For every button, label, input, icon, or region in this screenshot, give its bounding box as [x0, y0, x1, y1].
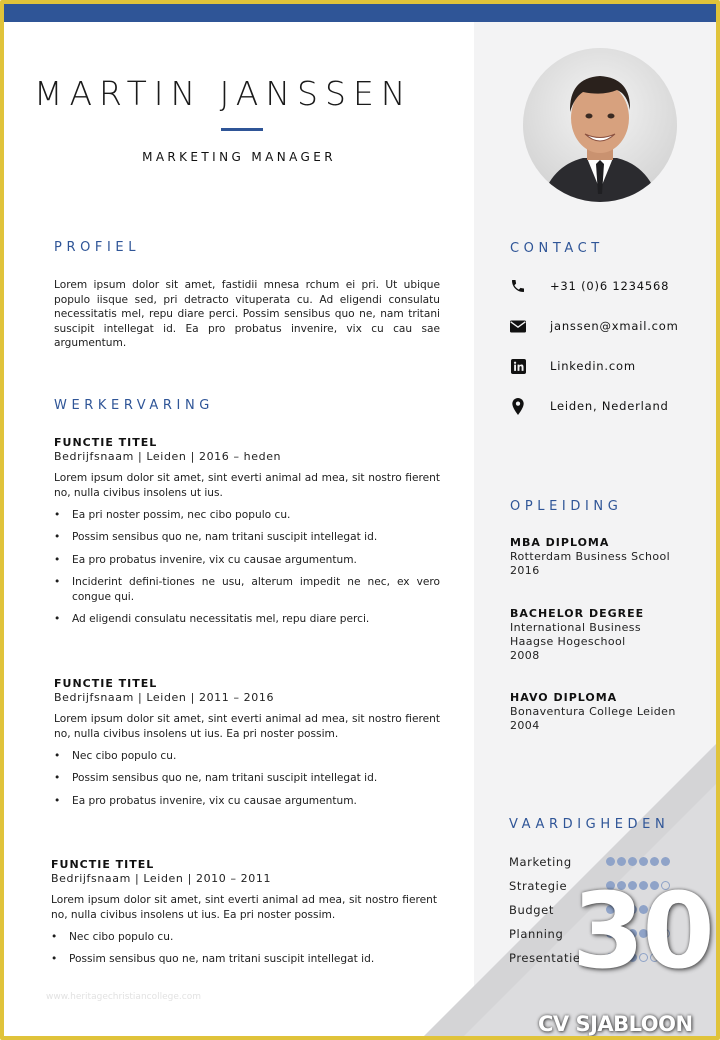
section-title-profile: PROFIEL	[54, 240, 141, 255]
list-item: • Inciderint defini-tiones ne usu, alterum impedit ne nec, ex vero congue qui.	[54, 575, 440, 604]
profile-text: Lorem ipsum dolor sit amet, fastidii mnesa rchum ei pri. Ut ubique populo iisque sed, pri detracto vituperata cu. Ad eligendi consulatu necessitatis mel, repu diare perci. Possim sensibus quo ne, nam tritani suscipit intellegat id. Ea pro probatus invenire, vix cu cau sae argumentum.	[54, 279, 440, 350]
skill-label: Planning	[509, 927, 564, 941]
candidate-name: MARTIN JANSSEN	[34, 74, 413, 113]
job-1-meta: Bedrijfsnaam | Leiden | 2016 – heden	[54, 450, 282, 463]
section-title-education: OPLEIDING	[510, 499, 623, 514]
top-accent-bar	[4, 4, 716, 22]
skill-dot	[639, 857, 648, 866]
list-item: • Possim sensibus quo ne, nam tritani suscipit intellegat id.	[54, 771, 440, 786]
job-1-text: Lorem ipsum dolor sit amet, sint everti animal ad mea, sit nostro fierent no, nulla civibus insolens ut ius.	[54, 472, 440, 499]
list-item: • Ea pro probatus invenire, vix cu causae argumentum.	[54, 794, 440, 809]
watermark-label: CV SJABLOON	[538, 1012, 693, 1036]
skill-dot	[628, 857, 637, 866]
location-pin-icon	[508, 398, 528, 414]
watermark-number: 30	[572, 870, 713, 992]
job-2-meta: Bedrijfsnaam | Leiden | 2011 – 2016	[54, 691, 275, 704]
contact-email-text[interactable]: janssen@xmail.com	[550, 319, 679, 333]
phone-icon	[508, 278, 528, 294]
contact-linkedin-text[interactable]: Linkedin.com	[550, 359, 636, 373]
skill-label: Budget	[509, 903, 554, 917]
education-1-line: Rotterdam Business School	[510, 550, 671, 563]
job-1-title: FUNCTIE TITEL	[54, 436, 158, 449]
education-2-title: BACHELOR DEGREE	[510, 607, 645, 620]
skill-label: Strategie	[509, 879, 568, 893]
job-3-bullets	[51, 930, 437, 975]
watermark-url: www.heritagechristiancollege.com	[46, 992, 201, 1002]
section-title-contact: CONTACT	[510, 241, 604, 256]
name-underline	[221, 128, 263, 131]
contact-location-text: Leiden, Nederland	[550, 399, 669, 413]
job-3-title: FUNCTIE TITEL	[51, 858, 155, 871]
skill-dot	[606, 857, 615, 866]
skill-dot	[617, 857, 626, 866]
list-item: • Ea pri noster possim, nec cibo populo cu.	[54, 508, 440, 523]
list-item: • Possim sensibus quo ne, nam tritani suscipit intellegat id.	[51, 952, 437, 967]
skill-dot	[650, 857, 659, 866]
job-title: MARKETING MANAGER	[142, 150, 336, 164]
skill-rating	[606, 857, 670, 866]
job-3-text: Lorem ipsum dolor sit amet, sint everti animal ad mea, sit nostro fierent no, nulla civibus insolens ut ius. Ea pri noster possim.	[51, 894, 437, 921]
contact-phone-text[interactable]: +31 (0)6 1234568	[550, 279, 670, 293]
job-2-bullets	[54, 749, 440, 816]
contact-email	[508, 317, 708, 335]
education-3-title: HAVO DIPLOMA	[510, 691, 618, 704]
education-2-line: International Business	[510, 621, 642, 634]
education-2-line: 2008	[510, 649, 540, 662]
profile-photo	[523, 48, 677, 202]
job-1-bullets	[54, 508, 440, 635]
section-title-skills: VAARDIGHEDEN	[509, 817, 670, 832]
job-2-title: FUNCTIE TITEL	[54, 677, 158, 690]
job-2-text: Lorem ipsum dolor sit amet, sint everti animal ad mea, sit nostro fierent no, nulla civibus insolens ut ius. Ea pri noster possim.	[54, 713, 440, 740]
skill-label: Presentatie	[509, 951, 581, 965]
list-item: • Nec cibo populo cu.	[51, 930, 437, 945]
contact-phone	[508, 277, 708, 295]
list-item: • Possim sensibus quo ne, nam tritani suscipit intellegat id.	[54, 530, 440, 545]
list-item: • Ea pro probatus invenire, vix cu causae argumentum.	[54, 553, 440, 568]
contact-location	[508, 397, 708, 415]
job-3-meta: Bedrijfsnaam | Leiden | 2010 – 2011	[51, 872, 272, 885]
education-2-line: Haagse Hogeschool	[510, 635, 626, 648]
list-item: • Ad eligendi consulatu necessitatis mel, repu diare perci.	[54, 612, 440, 627]
mail-icon	[508, 318, 528, 334]
education-3-line: 2004	[510, 719, 540, 732]
linkedin-icon	[508, 358, 528, 374]
list-item: • Nec cibo populo cu.	[54, 749, 440, 764]
education-1-title: MBA DIPLOMA	[510, 536, 610, 549]
section-title-experience: WERKERVARING	[54, 398, 214, 413]
skill-dot	[661, 857, 670, 866]
contact-linkedin	[508, 357, 708, 375]
skill-label: Marketing	[509, 855, 572, 869]
education-3-line: Bonaventura College Leiden	[510, 705, 676, 718]
education-1-line: 2016	[510, 564, 540, 577]
